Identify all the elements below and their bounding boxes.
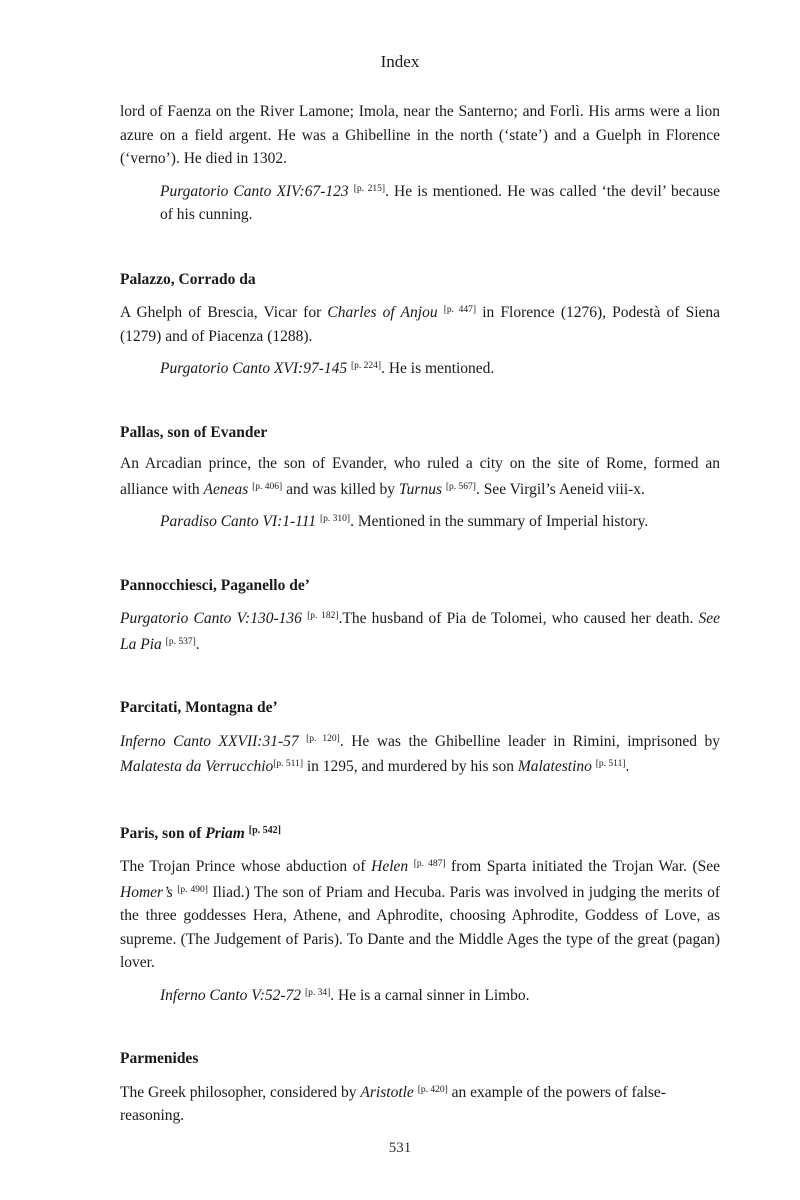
canto-reference <box>120 508 720 534</box>
cross-ref-link[interactable]: Homer’s <box>120 883 173 901</box>
see-also-link[interactable]: See La Pia <box>120 610 721 653</box>
page-ref[interactable]: [p. 34] <box>304 987 331 998</box>
entry-palazzo <box>120 268 720 381</box>
body-text: A Ghelph of Brescia, Vicar for <box>120 304 328 321</box>
entry-pallas <box>120 421 720 534</box>
canto-reference <box>120 178 720 227</box>
canto-reference <box>120 982 720 1008</box>
page-ref[interactable]: [p. 224] <box>351 361 382 371</box>
reference-text: . He is mentioned. He was called ‘the devil’ because of his cunning. <box>160 182 721 223</box>
page-ref[interactable]: [p. 511] <box>273 759 303 769</box>
page-ref[interactable]: [p. 406] <box>252 481 283 492</box>
page-ref[interactable]: [p. 542] <box>248 824 281 836</box>
page-ref[interactable]: [p. 182] <box>307 611 339 621</box>
body-text: . See Virgil’s Aeneid viii-x. <box>475 480 645 498</box>
page-ref[interactable]: [p. 310] <box>320 514 351 524</box>
reference-text: . He is a carnal sinner in Limbo. <box>330 986 530 1004</box>
body-text: in 1295, and murdered by his son <box>303 758 518 775</box>
cross-ref-link[interactable]: Charles of Anjou <box>327 304 438 321</box>
body-text: The Trojan Prince whose abduction of <box>120 858 372 875</box>
page-ref[interactable]: [p. 537] <box>165 636 196 647</box>
page-header: Index <box>380 52 420 71</box>
entry-heading: Pannocchiesci, Paganello de’ <box>120 576 310 594</box>
entry-body <box>120 728 720 779</box>
entry-parmenides <box>120 1047 720 1128</box>
canto-link[interactable]: Inferno Canto V:52-72 <box>160 986 302 1004</box>
body-text: and was killed by <box>282 480 399 498</box>
body-text: The Greek philosopher, considered by <box>120 1083 361 1101</box>
page-ref[interactable]: [p. 447] <box>443 305 477 315</box>
body-text: . <box>195 635 200 653</box>
entry-pannocchiesci <box>120 574 720 657</box>
reference-text: . He is mentioned. <box>381 360 495 377</box>
body-text: .The husband of Pia de Tolomei, who caused her death. <box>338 610 699 627</box>
entry-body <box>120 452 720 501</box>
entry-body <box>120 1079 720 1128</box>
cross-ref-link[interactable]: Malatestino <box>517 758 592 775</box>
cross-ref-link[interactable]: Aeneas <box>203 480 249 498</box>
index-content <box>120 100 720 1128</box>
cross-ref-link[interactable]: Malatesta da Verrucchio <box>120 758 274 775</box>
entry-heading: Parcitati, Montagna de’ <box>120 699 278 716</box>
entry-body <box>120 605 720 656</box>
cross-ref-link[interactable]: Turnus <box>398 480 442 498</box>
page-ref[interactable]: [p. 487] <box>413 859 446 869</box>
canto-link[interactable]: Purgatorio Canto XIV:67-123 <box>160 182 349 200</box>
entry-heading <box>120 819 720 846</box>
entry-paris <box>120 819 720 1008</box>
entry-body <box>120 299 720 348</box>
entry-heading: Palazzo, Corrado da <box>120 270 256 288</box>
body-text: . <box>625 758 630 775</box>
body-text: from Sparta initiated the Trojan War. (See <box>445 858 721 875</box>
body-text: Iliad.) The son of Priam and Hecuba. Paris was involved in judging the merits of the three goddesses Hera, Athene, and Aphrodite, choosing Aphrodite, Goddess of Love, as supreme. (The Judgement of Paris). To Dante and the Middle Ages the type of the great (pagan) lover. <box>120 883 721 971</box>
page-ref[interactable]: [p. 511] <box>595 759 626 769</box>
entry-parcitati <box>120 696 720 779</box>
canto-link[interactable]: Inferno Canto XXVII:31-57 <box>120 732 299 750</box>
entry-continuation <box>120 100 720 227</box>
page-ref[interactable]: [p. 490] <box>177 884 208 895</box>
cross-ref-link[interactable]: Aristotle <box>360 1083 414 1101</box>
entry-body: lord of Faenza on the River Lamone; Imola, near the Santerno; and Forlì. His arms were a lion azure on a field argent. He was a Ghibelline in the north (‘state’) and a Guelph in Florence (‘verno’). He died in 1302. <box>120 103 720 167</box>
canto-link[interactable]: Paradiso Canto VI:1-111 <box>160 513 317 530</box>
canto-reference <box>120 355 720 381</box>
body-text: . He was the Ghibelline leader in Rimini, imprisoned by <box>339 732 720 750</box>
body-text: an example of the powers of false-reasoning. <box>120 1083 666 1124</box>
page-ref[interactable]: [p. 120] <box>306 733 340 744</box>
canto-link[interactable]: Purgatorio Canto XVI:97-145 <box>160 360 348 377</box>
body-text: An Arcadian prince, the son of Evander, who ruled a city on the site of Rome, formed an alliance with <box>120 455 720 498</box>
heading-cross-ref-link[interactable]: Priam <box>205 824 245 842</box>
canto-link[interactable]: Purgatorio Canto V:130-136 <box>120 610 302 627</box>
heading-text: Paris, son of <box>120 824 206 842</box>
reference-text: . Mentioned in the summary of Imperial history. <box>350 513 649 530</box>
page-ref[interactable]: [p. 567] <box>445 481 476 492</box>
body-text: in Florence (1276), Podestà of Siena (1279) and of Piacenza (1288). <box>120 304 721 345</box>
entry-body <box>120 853 720 975</box>
entry-heading: Parmenides <box>120 1050 199 1067</box>
page-ref[interactable]: [p. 215] <box>353 183 386 194</box>
cross-ref-link[interactable]: Helen <box>371 858 409 875</box>
page-number: 531 <box>388 1140 412 1156</box>
entry-heading: Pallas, son of Evander <box>120 423 268 441</box>
page-ref[interactable]: [p. 420] <box>417 1084 448 1095</box>
